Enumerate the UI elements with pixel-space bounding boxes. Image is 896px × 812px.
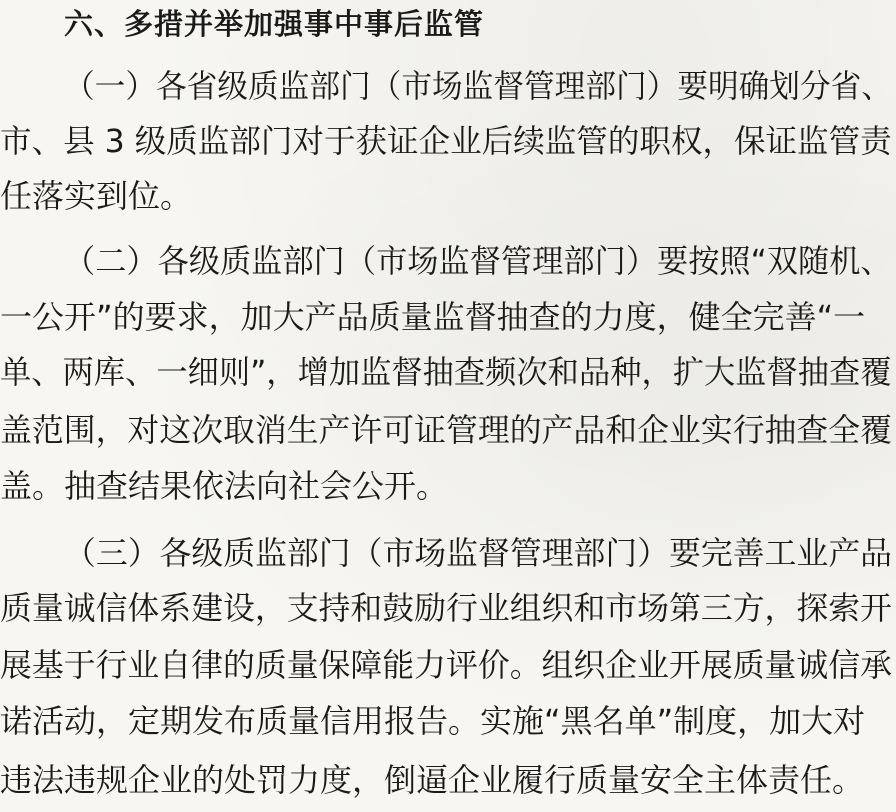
- section-heading: 六、多措并举加强事中事后监管: [64, 7, 485, 41]
- text-line: 违法违规企业的处罚力度，倒逼企业履行质量安全主体责任。: [0, 761, 865, 799]
- text-line: （三）各级质监部门（市场监督管理部门）要完善工业产品: [64, 534, 893, 572]
- text-line: 质量诚信体系建设，支持和鼓励行业组织和市场第三方，探索开: [0, 589, 892, 627]
- text-line: 诺活动，定期发布质量信用报告。实施“黑名单”制度，加大对: [0, 702, 866, 740]
- text-line: 市、县 3 级质监部门对于获证企业后续监管的职权，保证监管责: [0, 122, 892, 160]
- text-line: 盖。抽查结果依法向社会公开。: [0, 467, 449, 505]
- text-line: 单、两库、一细则”，增加监督抽查频次和品种，扩大监督抽查覆: [0, 353, 892, 391]
- text-line: 盖范围，对这次取消生产许可证管理的产品和企业实行抽查全覆: [0, 411, 892, 449]
- text-line: 一公开”的要求，加大产品质量监督抽查的力度，健全完善“一: [0, 298, 866, 336]
- text-line: （二）各级质监部门（市场监督管理部门）要按照“双随机、: [64, 242, 892, 280]
- text-line: （一）各省级质监部门（市场监督管理部门）要明确划分省、: [64, 67, 892, 105]
- text-line: 展基于行业自律的质量保障能力评价。组织企业开展质量诚信承: [0, 646, 892, 684]
- text-line: 任落实到位。: [0, 177, 193, 215]
